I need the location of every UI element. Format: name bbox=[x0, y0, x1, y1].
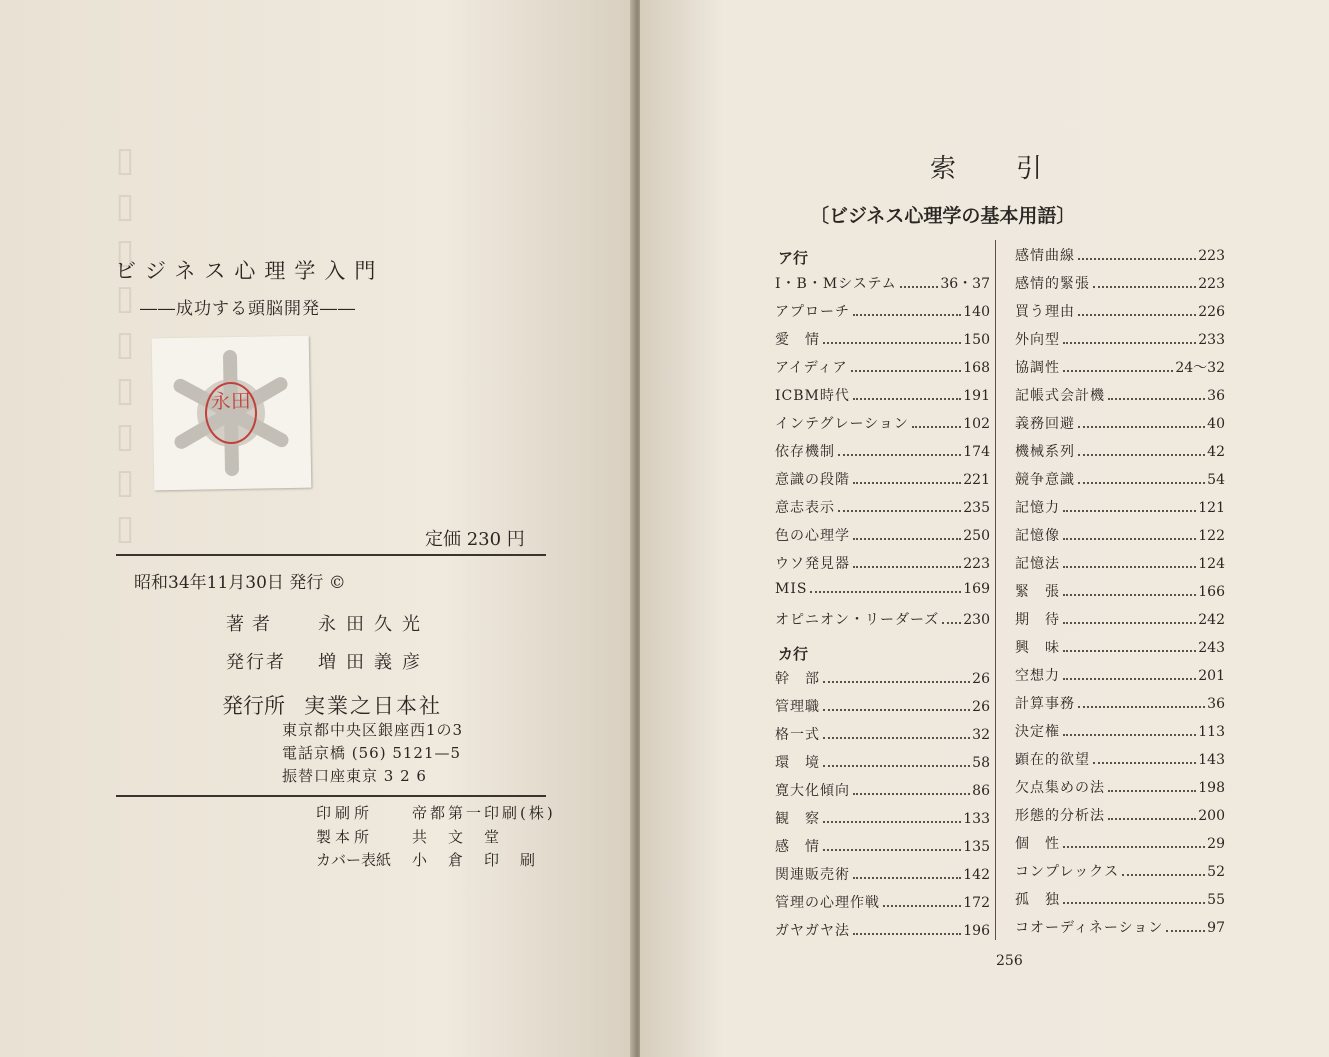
binder-name: 共 文 堂 bbox=[412, 828, 503, 846]
postal-transfer-line: 振替口座東京 3 2 6 bbox=[282, 767, 427, 785]
index-entry: 寛大化傾向 86 bbox=[775, 783, 990, 799]
index-entry: 緊 張 166 bbox=[1015, 584, 1225, 600]
index-entry: 記帳式会計機 36 bbox=[1015, 388, 1225, 404]
section-heading-a: ア行 bbox=[778, 249, 809, 267]
index-entry: 意識の段階 221 bbox=[775, 472, 990, 488]
publishing-house-label: 発行所 bbox=[222, 694, 285, 718]
index-entry: 意志表示 235 bbox=[775, 500, 990, 516]
index-entry: 観 察 133 bbox=[775, 811, 990, 827]
index-entry: アプローチ 140 bbox=[775, 304, 990, 320]
printer-name: 帝都第一印刷(株) bbox=[412, 804, 556, 822]
index-entry: 色の心理学 250 bbox=[775, 528, 990, 544]
index-entry: 欠点集めの法 198 bbox=[1015, 780, 1225, 796]
author-label: 著者 bbox=[226, 614, 278, 635]
section-heading-ka: カ行 bbox=[778, 645, 809, 663]
index-entry: ガヤガヤ法 196 bbox=[775, 923, 990, 939]
index-entry: 競争意識 54 bbox=[1015, 472, 1225, 488]
index-entry: ICBM時代 191 bbox=[775, 388, 990, 404]
index-entry: インテグレーション 102 bbox=[775, 416, 990, 432]
index-entry: ウソ発見器 223 bbox=[775, 556, 990, 572]
right-page bbox=[640, 0, 1329, 1057]
publisher-person-label: 発行者 bbox=[226, 652, 286, 673]
phone-line: 電話京橋 (56) 5121—5 bbox=[282, 744, 462, 762]
index-entry: 感 情 135 bbox=[775, 839, 990, 855]
index-entry: 記憶像 122 bbox=[1015, 528, 1225, 544]
index-entry: 空想力 201 bbox=[1015, 668, 1225, 684]
address-line: 東京都中央区銀座西1の3 bbox=[282, 721, 464, 739]
index-entry: 顕在的欲望 143 bbox=[1015, 752, 1225, 768]
bleed-through-text: ▯▯▯▯▯▯▯▯▯ bbox=[105, 140, 145, 554]
index-entry: 計算事務 36 bbox=[1015, 696, 1225, 712]
index-entry: コンプレックス 52 bbox=[1015, 864, 1225, 880]
index-entry: 義務回避 40 bbox=[1015, 416, 1225, 432]
index-entry: 期 待 242 bbox=[1015, 612, 1225, 628]
publishing-house-name: 実業之日本社 bbox=[304, 694, 442, 718]
index-entry: 外向型 233 bbox=[1015, 332, 1225, 348]
index-entry: 興 味 243 bbox=[1015, 640, 1225, 656]
author-seal-sticker bbox=[152, 336, 312, 491]
index-entry: MIS 169 bbox=[775, 581, 990, 597]
index-entry: 決定権 113 bbox=[1015, 724, 1225, 740]
index-entry: 機械系列 42 bbox=[1015, 444, 1225, 460]
divider bbox=[116, 554, 546, 556]
publication-date: 昭和34年11月30日 発行 © bbox=[134, 573, 346, 593]
index-entry: I・B・Mシステム 36・37 bbox=[775, 276, 990, 292]
index-entry: 個 性 29 bbox=[1015, 836, 1225, 852]
index-entry: 協調性 24～32 bbox=[1015, 360, 1225, 376]
index-entry: 環 境 58 bbox=[775, 755, 990, 771]
publisher-person-name: 増田義彦 bbox=[318, 652, 430, 673]
index-subtitle: 〔ビジネス心理学の基本用語〕 bbox=[810, 205, 1076, 227]
page-number: 256 bbox=[996, 953, 1023, 969]
index-entry: 感情的緊張 223 bbox=[1015, 276, 1225, 292]
index-entry: 管理の心理作戦 172 bbox=[775, 895, 990, 911]
cover-printer-name: 小 倉 印 刷 bbox=[412, 851, 539, 869]
index-entry: 孤 独 55 bbox=[1015, 892, 1225, 908]
index-entry: 愛 情 150 bbox=[775, 332, 990, 348]
hanko-seal: 永田 bbox=[204, 382, 257, 445]
index-entry: 形態的分析法 200 bbox=[1015, 808, 1225, 824]
index-entry: 管理職 26 bbox=[775, 699, 990, 715]
index-entry: 感情曲線 223 bbox=[1015, 248, 1225, 264]
book-title: ビジネス心理学入門 bbox=[115, 259, 385, 283]
index-entry: アイディア 168 bbox=[775, 360, 990, 376]
price: 定価 230 円 bbox=[425, 529, 525, 550]
index-entry: 記憶法 124 bbox=[1015, 556, 1225, 572]
index-entry: 記憶力 121 bbox=[1015, 500, 1225, 516]
book-subtitle: ――成功する頭脳開発―― bbox=[140, 299, 356, 319]
author-name: 永田久光 bbox=[318, 614, 430, 635]
printer-label: 印刷所 bbox=[316, 804, 374, 822]
index-title: 索引 bbox=[930, 154, 1103, 184]
index-entry: 格一式 32 bbox=[775, 727, 990, 743]
column-divider bbox=[995, 240, 996, 940]
cover-printer-label: カバー表紙 bbox=[316, 851, 392, 869]
binder-label: 製本所 bbox=[316, 828, 374, 846]
index-entry: 関連販売術 142 bbox=[775, 867, 990, 883]
index-entry: 買う理由 226 bbox=[1015, 304, 1225, 320]
index-entry: 依存機制 174 bbox=[775, 444, 990, 460]
index-entry: コオーディネーション 97 bbox=[1015, 920, 1225, 936]
index-entry: 幹 部 26 bbox=[775, 671, 990, 687]
left-page bbox=[0, 0, 636, 1057]
index-entry: オピニオン・リーダーズ 230 bbox=[775, 612, 990, 628]
divider bbox=[116, 795, 546, 797]
